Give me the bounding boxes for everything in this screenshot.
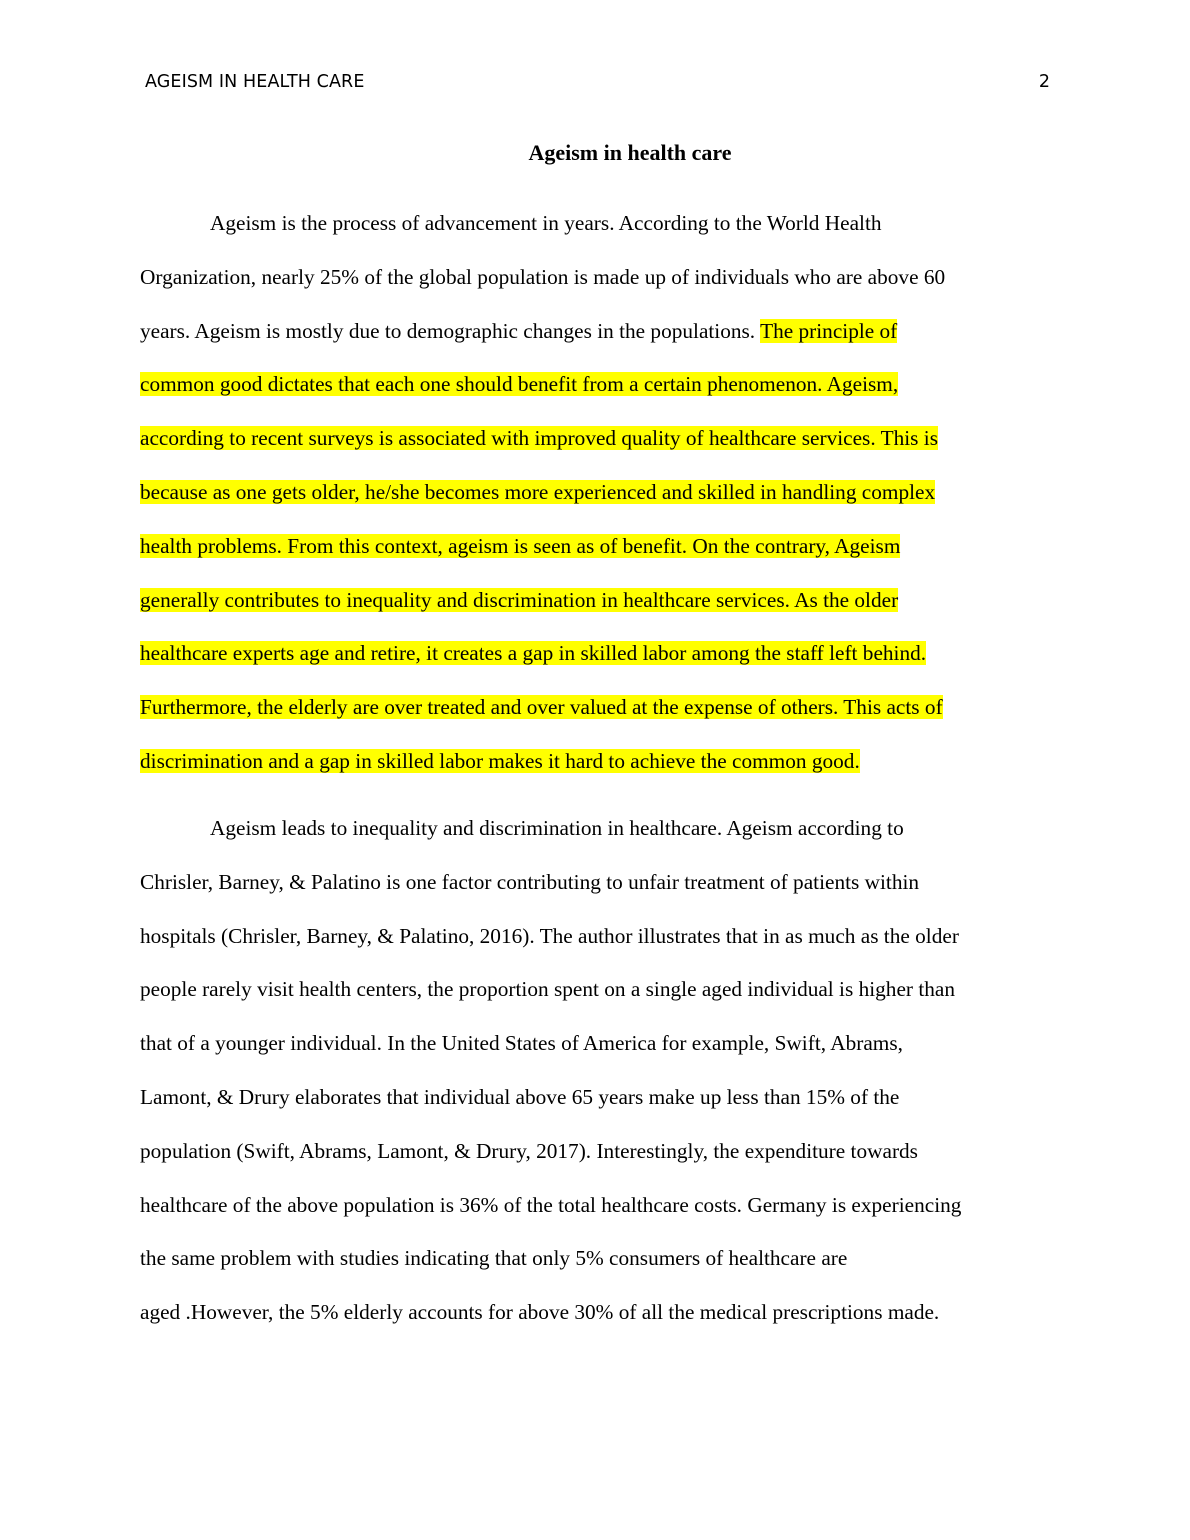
- highlighted-text: generally contributes to inequality and discrimination in healthcare services. As the older: [140, 587, 899, 612]
- highlighted-text: common good dictates that each one should benefit from a certain phenomenon. Ageism,: [140, 372, 899, 397]
- paragraph-line: hospitals (Chrisler, Barney, & Palatino, 2016). The author illustrates that in as much as the older: [140, 923, 959, 948]
- highlighted-text: Furthermore, the elderly are over treated and over valued at the expense of others. This acts of: [140, 695, 943, 720]
- paragraph-line: people rarely visit health centers, the proportion spent on a single aged individual is higher than: [140, 977, 955, 1002]
- page-number: 2: [1038, 72, 1050, 92]
- highlighted-text: discrimination and a gap in skilled labor makes it hard to achieve the common good.: [140, 748, 860, 773]
- paragraph-intro: [140, 197, 1050, 789]
- paragraph-line: population (Swift, Abrams, Lamont, & Drury, 2017). Interestingly, the expenditure towards: [140, 1138, 918, 1163]
- paragraph-line: Lamont, & Drury elaborates that individual above 65 years make up less than 15% of the: [140, 1084, 900, 1109]
- paragraph-line: [140, 681, 1050, 735]
- paragraph-line: Chrisler, Barney, & Palatino is one factor contributing to unfair treatment of patients within: [140, 869, 920, 894]
- paragraph-line: [140, 520, 1050, 574]
- paragraph-line: [140, 735, 1050, 789]
- paragraph-line: aged .However, the 5% elderly accounts for above 30% of all the medical prescriptions made.: [140, 1300, 940, 1325]
- highlighted-text: The principle of: [760, 318, 898, 343]
- highlighted-text: health problems. From this context, ageism is seen as of benefit. On the contrary, Ageism: [140, 533, 901, 558]
- paragraph-line: that of a younger individual. In the United States of America for example, Swift, Abrams,: [140, 1031, 903, 1056]
- paragraph-line: [140, 466, 1050, 520]
- paragraph-line: [140, 627, 1050, 681]
- paragraph-line: [140, 574, 1050, 628]
- paragraph-line: the same problem with studies indicating that only 5% consumers of healthcare are: [140, 1246, 848, 1271]
- paragraph-line: [140, 358, 1050, 412]
- paragraph-line: [140, 412, 1050, 466]
- paragraph-line: healthcare of the above population is 36% of the total healthcare costs. Germany is experiencing: [140, 1192, 962, 1217]
- paragraph-line: Organization, nearly 25% of the global population is made up of individuals who are above 60: [140, 264, 946, 289]
- running-head: AGEISM IN HEALTH CARE: [145, 72, 365, 92]
- document-title: Ageism in health care: [528, 140, 732, 165]
- paragraph-line: Ageism leads to inequality and discrimination in healthcare. Ageism according to: [210, 816, 904, 840]
- paragraph-healthcare-costs: [140, 802, 1050, 1340]
- paragraph-line: years. Ageism is mostly due to demographic changes in the populations. The principle of: [140, 318, 898, 343]
- highlighted-text: according to recent surveys is associated with improved quality of healthcare services. This is: [140, 426, 938, 451]
- highlighted-text: healthcare experts age and retire, it creates a gap in skilled labor among the staff left behind.: [140, 641, 927, 666]
- paragraph-line: Ageism is the process of advancement in years. According to the World Health: [210, 211, 882, 235]
- highlighted-text: because as one gets older, he/she becomes more experienced and skilled in handling complex: [140, 479, 936, 504]
